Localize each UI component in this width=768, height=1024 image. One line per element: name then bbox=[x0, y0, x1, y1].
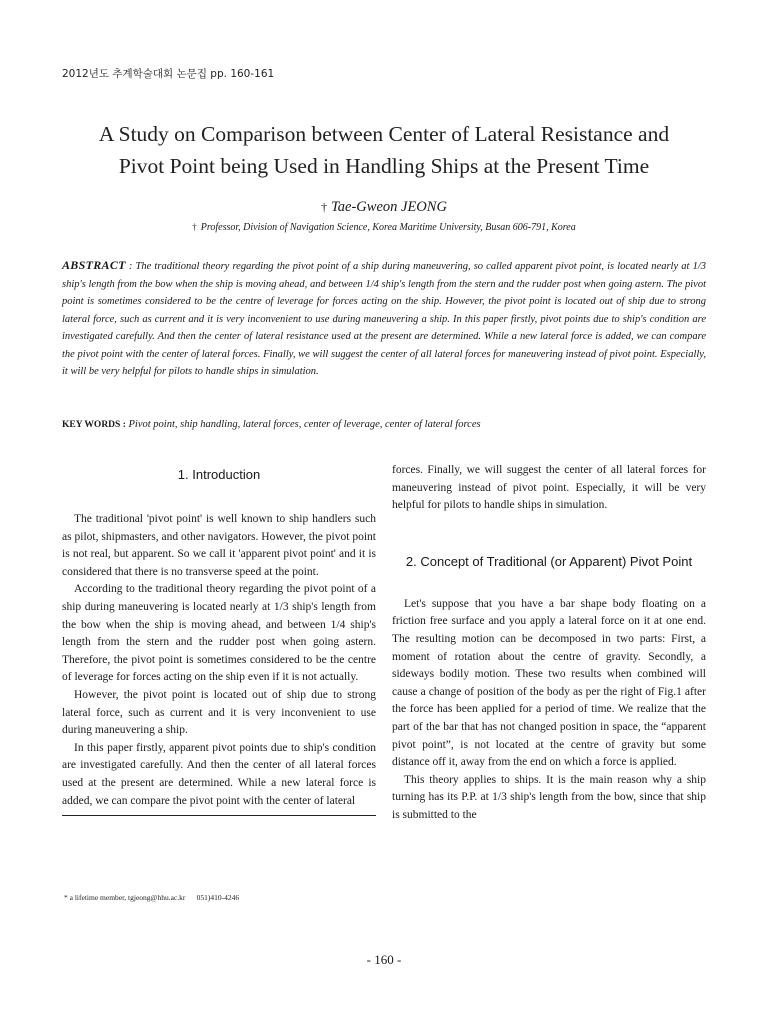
abstract bbox=[62, 257, 706, 381]
abstract-separator: : bbox=[125, 261, 136, 272]
section-heading-introduction: 1. Introduction bbox=[177, 467, 261, 482]
author-name: Tae-Gweon JEONG bbox=[331, 199, 447, 215]
paragraph: According to the traditional theory regarding the pivot point of a ship during maneuvering is located nearly at 1/3 ship's length from the bow when the ship is moving ahead, and between 1/4 ship's length from the stern and the rudder post when going astern. Therefore, the pivot point is sometimes considered to be the centre of leverage for forces acting on the ship even if it is not actually. bbox=[62, 583, 376, 684]
paragraph: This theory applies to ships. It is the main reason why a ship turning has its P.P. at 1/3 ship's length from the bow, since that ship is submitted to the bbox=[392, 773, 706, 821]
paragraph-continuation: forces. Finally, we will suggest the center of all lateral forces for maneuvering instead of pivot point. Especially, it will be very helpful for pilots to handle ships in simulation. bbox=[392, 464, 706, 512]
keywords-text: Pivot point, ship handling, lateral forces, center of leverage, center of lateral forces bbox=[128, 419, 481, 430]
paragraph: Let's suppose that you have a bar shape body floating on a friction free surface and you apply a lateral force on it at one end. The resulting motion can be decomposed in two parts: First, a moment of rotation about the centre of gravity. Secondly, a sideways bodily motion. These two results when combined will cause a change of position of the body as per the right of Fig.1 after the force has been applied for a period of time. We realize that the part of the bar that has not changed position in space, the “apparent pivot point”, is not located at the centre of gravity but some distance off it, away from the end on which a force is applied. bbox=[392, 597, 706, 769]
title-line-2: Pivot Point being Used in Handling Ships at the Present Time bbox=[118, 154, 650, 178]
keywords-label: KEY WORDS : bbox=[62, 420, 126, 430]
paragraph: In this paper firstly, apparent pivot points due to ship's condition are investigated carefully. And then the center of all lateral forces used at the present are determined. While a new lateral force is added, we can compare the pivot point with the center of lateral bbox=[62, 741, 376, 807]
paragraph: However, the pivot point is located out of ship due to strong lateral force, such as current and it is very inconvenient to use during maneuvering a ship. bbox=[62, 688, 376, 737]
author-line bbox=[0, 199, 768, 216]
affiliation-text: Professor, Division of Navigation Science, Korea Maritime University, Busan 606-791, Korea bbox=[200, 222, 576, 233]
abstract-text: The traditional theory regarding the pivot point of a ship during maneuvering, so called apparent pivot point, is located nearly at 1/3 ship's length from the bow when the ship is moving ahead, and between 1/4 ship's length from the stern and the rudder post when going astern. The pivot point is sometimes considered to be the centre of leverage for forces acting on the ship. However, the pivot point is located out of ship due to strong lateral force, such as current and it is very inconvenient to use during maneuvering a ship. In this paper firstly, pivot points due to ship's condition are investigated carefully. And then the center of lateral resistance used at the present are determined. While a new lateral force is added, we can compare the pivot point with the center of lateral forces. Finally, we will suggest the center of all lateral forces for maneuvering instead of pivot point. Especially, it will be very helpful for pilots to handle ships in simulation. bbox=[62, 261, 706, 377]
right-column bbox=[392, 462, 706, 825]
affiliation-line bbox=[0, 222, 768, 233]
keywords bbox=[62, 417, 706, 433]
left-column bbox=[62, 462, 376, 816]
paper-title bbox=[40, 118, 728, 182]
journal-header: 2012년도 추계학술대회 논문집 pp. 160-161 bbox=[62, 68, 275, 80]
dagger-mark: † bbox=[321, 200, 328, 214]
paragraph: The traditional 'pivot point' is well known to ship handlers such as pilot, shipmasters, and other navigators. However, the pivot point is not real, but apparent. So we call it 'apparent pivot point' and it is considered that there is no transverse speed at the point. bbox=[62, 513, 376, 578]
dagger-mark: † bbox=[192, 222, 197, 232]
footnote-divider bbox=[62, 815, 376, 816]
footnote: * a lifetime member, tgjeong@hhu.ac.kr 051)410-4246 bbox=[64, 893, 240, 902]
section-heading-pivot-point: 2. Concept of Traditional (or Apparent) Pivot Point bbox=[405, 553, 693, 569]
page-number: - 160 - bbox=[366, 952, 402, 967]
title-line-1: A Study on Comparison between Center of Lateral Resistance and bbox=[98, 122, 670, 146]
abstract-label: ABSTRACT bbox=[62, 258, 126, 272]
